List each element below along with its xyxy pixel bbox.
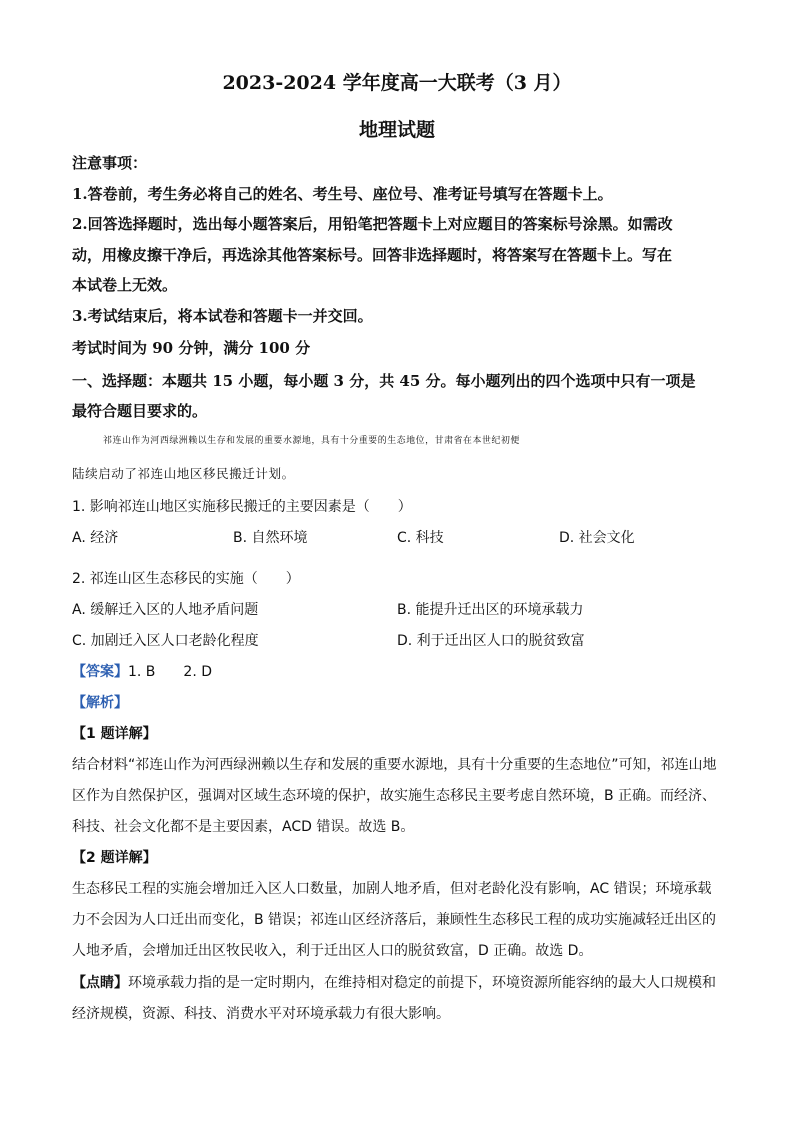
exam-time-info: 考试时间为 90 分钟，满分 100 分 bbox=[72, 339, 311, 357]
tip-text-1: 环境承载力指的是一定时期内，在维持相对稳定的前提下，环境资源所能容纳的最大人口规模和 bbox=[128, 975, 716, 991]
detail-1-line-3: 科技、社会文化都不是主要因素，ACD 错误。故选 B。 bbox=[72, 819, 415, 835]
detail-1-heading bbox=[72, 723, 732, 743]
detail-2-line-2: 力不会因为人口迁出而变化，B 错误；祁连山区经济落后，兼顾性生态移民工程的成功实施减轻迁出区的 bbox=[72, 912, 717, 928]
notice-item-2-line-3: 本试卷上无效。 bbox=[72, 276, 178, 294]
detail-2-tag: 【2 题详解】 bbox=[72, 850, 157, 866]
notice-item-3: 3.考试结束后，将本试卷和答题卡一并交回。 bbox=[72, 307, 373, 325]
question-2-option-d: D. 利于迁出区人口的脱贫致富 bbox=[397, 633, 585, 649]
tip-tag: 【点睛】 bbox=[72, 975, 128, 991]
question-1-option-a: A. 经济 bbox=[72, 530, 119, 546]
answer-value: 1. B 2. D bbox=[128, 664, 212, 680]
section-heading-line-2: 最符合题目要求的。 bbox=[72, 402, 208, 420]
detail-1-line-1: 结合材料“祁连山作为河西绿洲赖以生存和发展的重要水源地，具有十分重要的生态地位”可知，祁连山地 bbox=[72, 757, 717, 773]
material-line-2: 陆续启动了祁连山地区移民搬迁计划。 bbox=[72, 466, 295, 481]
material-line-1: 祁连山作为河西绿洲赖以生存和发展的重要水源地，具有十分重要的生态地位，甘肃省在本世纪初便 bbox=[103, 436, 520, 446]
detail-1-tag: 【1 题详解】 bbox=[72, 726, 157, 742]
detail-2-line-3: 人地矛盾，会增加迁出区牧民收入，利于迁出区人口的脱贫致富，D 正确。故选 D。 bbox=[72, 943, 593, 959]
question-1-option-b: B. 自然环境 bbox=[233, 530, 308, 546]
exam-title: 2023-2024 学年度高一大联考（3 月） bbox=[222, 72, 572, 94]
question-2-option-a: A. 缓解迁入区的人地矛盾问题 bbox=[72, 602, 259, 618]
question-2-stem: 2. 祁连山区生态移民的实施（ ） bbox=[72, 571, 300, 587]
question-2-option-b: B. 能提升迁出区的环境承载力 bbox=[397, 602, 584, 618]
question-1-option-c: C. 科技 bbox=[397, 530, 444, 546]
detail-2-line-1: 生态移民工程的实施会增加迁入区人口数量，加剧人地矛盾，但对老龄化没有影响，AC 错误；环境承载 bbox=[72, 881, 712, 897]
detail-1-line-2: 区作为自然保护区，强调对区域生态环境的保护，故实施生态移民主要考虑自然环境，B 正确。而经济、 bbox=[72, 788, 717, 804]
detail-2-heading bbox=[72, 847, 732, 867]
analysis-line bbox=[72, 692, 732, 712]
tip-line-1 bbox=[72, 972, 732, 992]
question-1-option-d: D. 社会文化 bbox=[559, 530, 635, 546]
analysis-tag: 【解析】 bbox=[72, 695, 128, 711]
notice-item-2-line-2: 动，用橡皮擦干净后，再选涂其他答案标号。回答非选择题时，将答案写在答题卡上。写在 bbox=[72, 246, 673, 264]
notice-item-2-line-1: 2.回答选择题时，选出每小题答案后，用铅笔把答题卡上对应题目的答案标号涂黑。如需改 bbox=[72, 215, 673, 233]
notice-item-1: 1.答卷前，考生务必将自己的姓名、考生号、座位号、准考证号填写在答题卡上。 bbox=[72, 185, 613, 203]
tip-line-2: 经济规模，资源、科技、消费水平对环境承载力有很大影响。 bbox=[72, 1006, 450, 1022]
section-heading-line-1: 一、选择题：本题共 15 小题，每小题 3 分，共 45 分。每小题列出的四个选项中只有一项是 bbox=[72, 372, 696, 390]
answer-tag: 【答案】 bbox=[72, 664, 128, 680]
answer-line bbox=[72, 661, 732, 681]
notice-heading: 注意事项： bbox=[72, 154, 148, 172]
question-1-stem: 1. 影响祁连山地区实施移民搬迁的主要因素是（ ） bbox=[72, 499, 412, 515]
question-2-option-c: C. 加剧迁入区人口老龄化程度 bbox=[72, 633, 259, 649]
exam-subject-title: 地理试题 bbox=[358, 119, 435, 141]
